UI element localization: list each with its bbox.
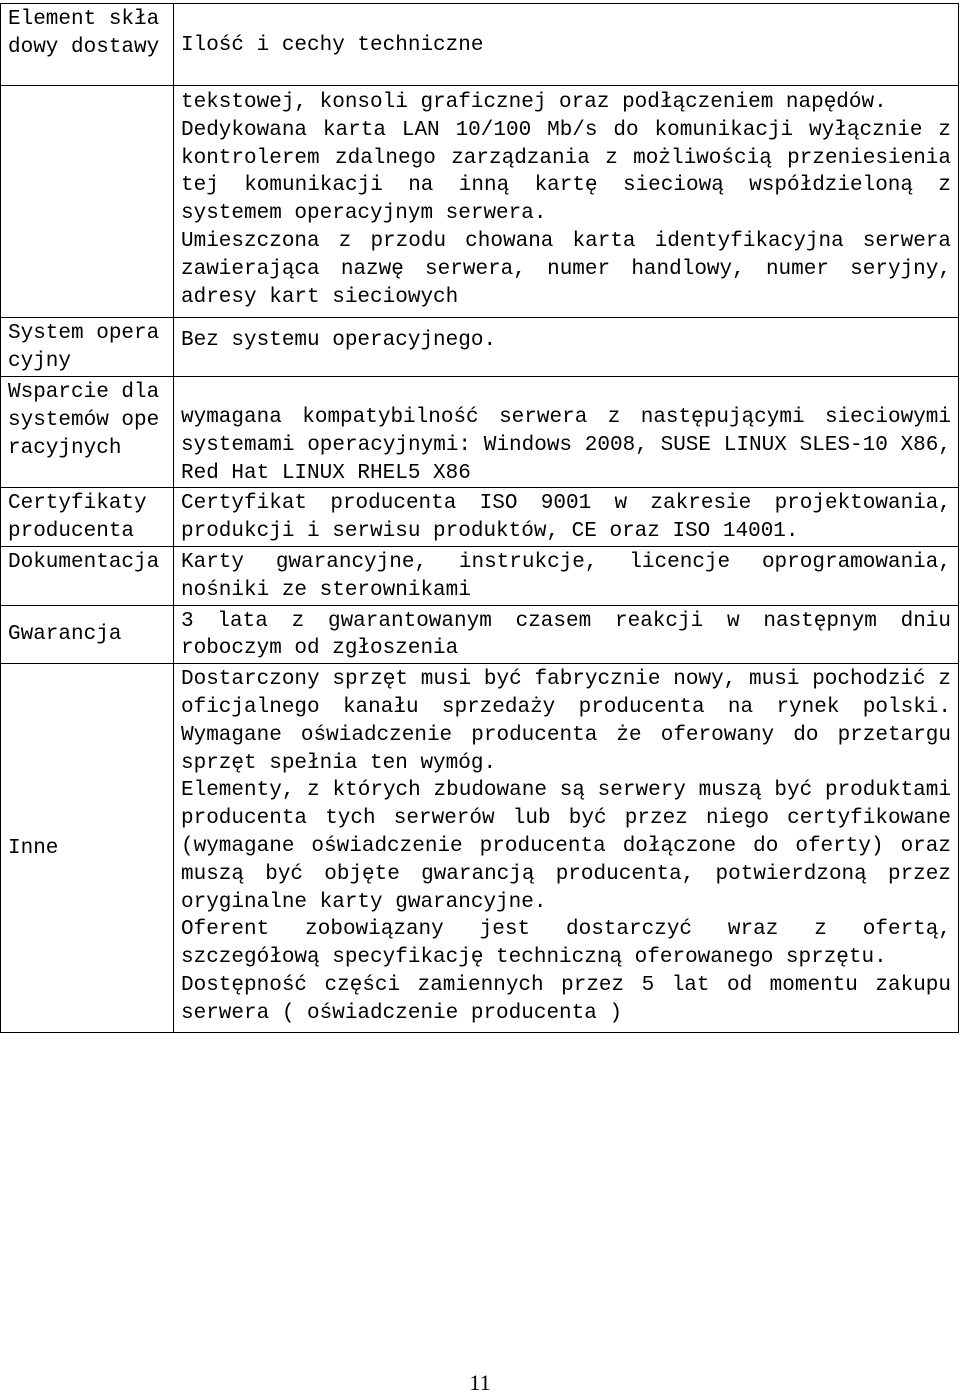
table-row — [1, 376, 959, 487]
table-row — [1, 664, 959, 1032]
header-features: Ilość i cechy techniczne — [174, 4, 959, 86]
table-header-row — [1, 4, 959, 86]
table-row — [1, 318, 959, 377]
page-number: 11 — [469, 1370, 491, 1395]
row-content — [174, 664, 959, 1032]
header-element: Element składowy dostawy — [1, 4, 174, 86]
row-label — [1, 86, 174, 318]
row-content — [174, 376, 959, 487]
table-row — [1, 605, 959, 664]
table-row — [1, 86, 959, 318]
paragraph: Certyfikat producenta ISO 9001 w zakresie projektowania, produkcji i serwisu produktów, CE oraz ISO 14001. — [181, 492, 951, 544]
row-content — [174, 488, 959, 547]
paragraph: Elementy, z których zbudowane są serwery muszą być produktami producenta tych serwerów lub być przez niego certyfikowane (wymagane oświadczenie producenta dołączone do oferty) oraz muszą być objęte gwarancją producenta, potwierdzoną przez oryginalne karty gwarancyjne. — [181, 779, 951, 914]
row-content — [174, 605, 959, 664]
table-row — [1, 488, 959, 547]
paragraph: Bez systemu operacyjnego. — [181, 329, 497, 353]
paragraph: Dostarczony sprzęt musi być fabrycznie nowy, musi pochodzić z oficjalnego kanału sprzedaży producenta na rynek polski. Wymagane oświadczenie producenta że oferowany do przetargu sprzęt spełnia ten wymóg. — [181, 668, 951, 775]
paragraph: Umieszczona z przodu chowana karta identyfikacyjna serwera zawierająca nazwę serwera, numer handlowy, numer seryjny, adresy kart sieciowych — [181, 229, 951, 309]
specification-table — [0, 3, 959, 1033]
row-label: Wsparcie dla systemów operacyjnych — [1, 376, 174, 487]
paragraph: Oferent zobowiązany jest dostarczyć wraz z ofertą, szczegółową specyfikację techniczną oferowanego sprzętu. — [181, 918, 951, 970]
row-label: Inne — [1, 664, 174, 1032]
table-row — [1, 546, 959, 605]
row-content — [174, 546, 959, 605]
paragraph: Dostępność części zamiennych przez 5 lat od momentu zakupu serwera ( oświadczenie producenta ) — [181, 973, 951, 1025]
paragraph: 3 lata z gwarantowanym czasem reakcji w następnym dniu roboczym od zgłoszenia — [181, 609, 951, 661]
row-label: Certyfikaty producenta — [1, 488, 174, 547]
row-label: System operacyjny — [1, 318, 174, 377]
row-content — [174, 318, 959, 377]
row-label: Gwarancja — [1, 605, 174, 664]
paragraph: wymagana kompatybilność serwera z następującymi sieciowymi systemami operacyjnymi: Windows 2008, SUSE LINUX SLES-10 X86, Red Hat LINUX RHEL5 X86 — [181, 405, 951, 485]
paragraph: tekstowej, konsoli graficznej oraz podłączeniem napędów. — [181, 91, 887, 114]
paragraph: Karty gwarancyjne, instrukcje, licencje oprogramowania, nośniki ze sterownikami — [181, 550, 951, 602]
paragraph: Dedykowana karta LAN 10/100 Mb/s do komunikacji wyłącznie z kontrolerem zdalnego zarządzania z możliwością przeniesienia tej komunikacji na inną kartę sieciową współdzieloną z systemem operacyjnym serwera. — [181, 118, 951, 226]
row-content — [174, 86, 959, 318]
row-label: Dokumentacja — [1, 546, 174, 605]
